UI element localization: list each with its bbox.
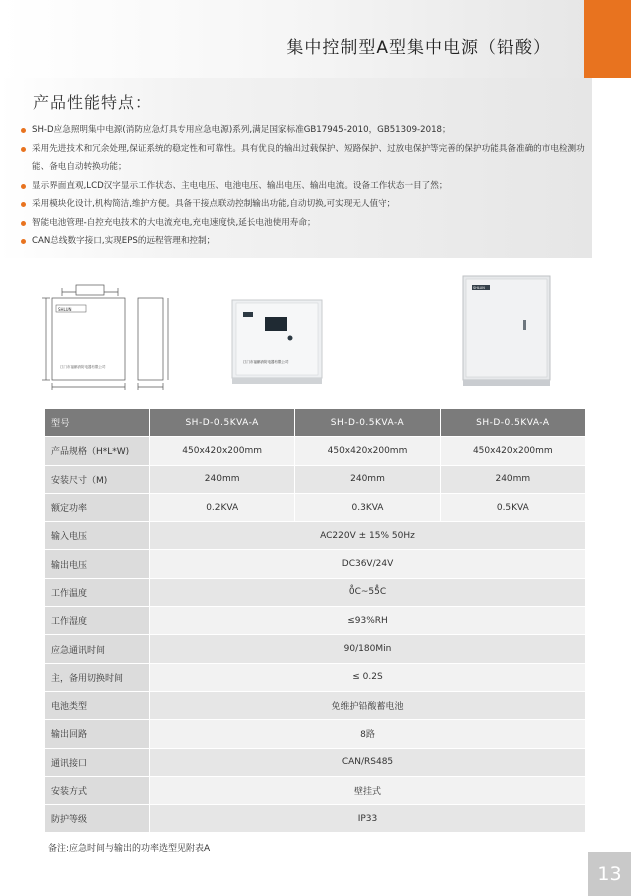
product-images [0,270,631,400]
table-row [45,607,586,635]
row-value: 450x420x200mm [295,437,440,465]
feature-item: CAN总线数字接口,实现EPS的远程管理和控制； [21,232,587,251]
feature-item: 采用先进技术和冗余处理,保证系统的稳定性和可靠性。具有优良的输出过载保护、短路保护、过放电保护等完善的保护功能具备准确的市电检测功能、备电自动转换功能； [21,140,587,177]
row-value: 0.5KVA [440,493,585,521]
table-header-row [45,409,586,437]
feature-item: SH-D应急照明集中电源(消防应急灯具专用应急电源)系列,满足国家标准GB17945-2010，GB51309-2018； [21,121,587,140]
row-label: 通讯接口 [45,748,150,776]
row-label: 防护等级 [45,805,150,833]
row-label: 输出电压 [45,550,150,578]
row-value: 240mm [295,465,440,493]
row-label: 应急通讯时间 [45,635,150,663]
row-value: CAN/RS485 [150,748,586,776]
cabinet-brand: SHLUN [473,286,485,290]
row-value: 壁挂式 [150,776,586,804]
table-row [45,720,586,748]
table-row [45,635,586,663]
features-list [21,121,587,251]
table-row [45,776,586,804]
table-row [45,465,586,493]
row-value: DC36V/24V [150,550,586,578]
cabinet-small [232,300,322,384]
table-row [45,550,586,578]
bullet-icon [21,221,26,226]
bullet-icon [21,202,26,207]
row-label: 安装方式 [45,776,150,804]
row-label: 工作湿度 [45,607,150,635]
row-value: 240mm [440,465,585,493]
row-label: 安装尺寸（M) [45,465,150,493]
row-value: IP33 [150,805,586,833]
row-value: AC220V ± 15% 50Hz [150,522,586,550]
table-row [45,493,586,521]
row-value: ≤93%RH [150,607,586,635]
table-row [45,805,586,833]
row-value: 0.3KVA [295,493,440,521]
feature-item: 采用模块化设计,机构简洁,维护方便。具备干接点联动控制输出功能,自动切换,可实现无人值守； [21,195,587,214]
dimension-drawing [42,285,168,390]
row-value: 8路 [150,720,586,748]
row-label: 产品规格（H*L*W) [45,437,150,465]
row-label: 输出回路 [45,720,150,748]
bullet-icon [21,239,26,244]
footnote: 备注:应急时间与输出的功率选型见附表A [48,844,211,854]
drawing-plate: 江门市福鹏消防电器有限公司 [60,365,106,369]
cabinet-tall [463,276,550,386]
table-header-cell: SH-D-0.5KVA-A [295,409,440,437]
row-value: 450x420x200mm [150,437,295,465]
features-heading: 产品性能特点： [33,93,153,112]
table-row [45,691,586,719]
row-value: 0̊C~55̊C [150,578,586,606]
table-header-cell: SH-D-0.5KVA-A [440,409,585,437]
bullet-icon [21,128,26,133]
feature-item: 智能电池管理-自控充电技术的大电流充电,充电速度快,延长电池使用寿命； [21,214,587,233]
row-label: 电池类型 [45,691,150,719]
row-value: 240mm [150,465,295,493]
table-row [45,437,586,465]
table-header-cell: SH-D-0.5KVA-A [150,409,295,437]
page-number: 13 [588,852,631,896]
row-label: 主，备用切换时间 [45,663,150,691]
bullet-icon [21,147,26,152]
table-row [45,748,586,776]
row-value: ≤ 0.2S [150,663,586,691]
table-row [45,522,586,550]
table-header-cell: 型号 [45,409,150,437]
row-value: 0.2KVA [150,493,295,521]
table-row [45,578,586,606]
accent-block [584,0,631,78]
row-value: 90/180Min [150,635,586,663]
drawing-label: SHLUN [58,307,72,312]
page-title: 集中控制型A型集中电源（铅酸） [286,38,551,58]
row-value: 450x420x200mm [440,437,585,465]
row-label: 输入电压 [45,522,150,550]
row-label: 额定功率 [45,493,150,521]
cabinet-plate: 江门市福鹏消防电器有限公司 [243,360,289,364]
feature-item: 显示界面直观,LCD汉字显示工作状态、主电电压、电池电压、输出电压、输出电流。设备工作状态一目了然； [21,177,587,196]
bullet-icon [21,184,26,189]
row-value: 免维护铅酸蓄电池 [150,691,586,719]
table-row [45,663,586,691]
spec-table [44,408,586,833]
row-label: 工作温度 [45,578,150,606]
